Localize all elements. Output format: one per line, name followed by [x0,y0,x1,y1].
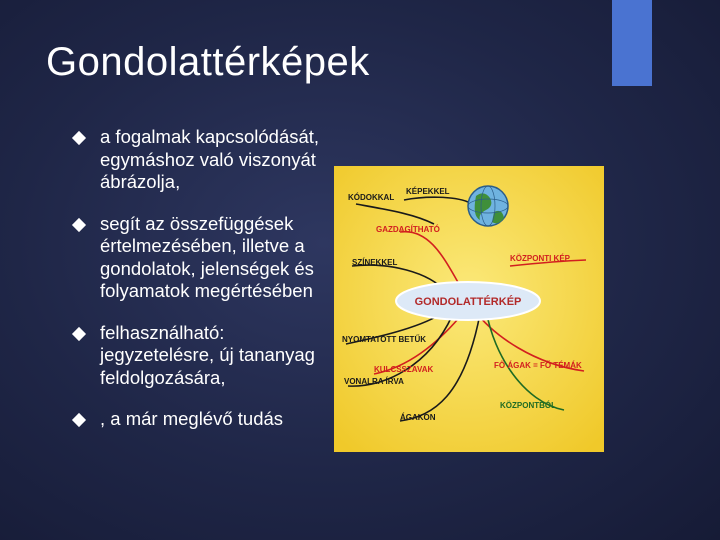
label-kodokkal: KÓDOKKAL [348,193,395,202]
mind-map-center-label: GONDOLATTÉRKÉP [414,296,522,308]
diamond-bullet-icon [72,413,86,427]
label-kepekkel: KÉPEKKEL [406,187,450,196]
label-gazdagithato: GAZDAGÍTHATÓ [376,225,440,234]
bullet-item [74,126,334,194]
bullet-item [74,322,334,390]
diamond-bullet-icon [72,217,86,231]
label-vonalra-irva: VONALRA ÍRVA [344,377,404,386]
bullet-list [74,126,334,450]
label-nyomtatott-betuk: NYOMTATOTT BETŰK [342,335,426,344]
bullet-item [74,213,334,303]
accent-bar [612,0,652,86]
bullet-text: a fogalmak kapcsolódását, egymáshoz való viszonyát ábrázolja, [100,126,320,192]
label-agakon: ÁGAKON [400,413,436,422]
bullet-text: segít az összefüggések értelmezésében, illetve a gondolatok, jelenségek és folyamatok megértésében [100,212,314,301]
label-kulcsszavak: KULCSSZAVAK [374,365,434,374]
mind-map-image [334,166,604,452]
bullet-item [74,408,334,431]
globe-icon [468,186,508,226]
label-kozponti-kep: KÖZPONTI KÉP [510,254,571,263]
label-szinekkel: SZÍNEKKEL [352,258,398,267]
slide-title: Gondolattérképek [46,40,370,84]
label-kozpontbol: KÖZPONTBÓL [500,401,556,410]
label-fo-agak: FŐ ÁGAK = FŐ TÉMÁK [494,361,582,370]
bullet-text: felhasználható: jegyzetelésre, új tananyag feldolgozására, [100,321,315,388]
bullet-text: , a már meglévő tudás [100,408,284,429]
diamond-bullet-icon [72,326,86,340]
diamond-bullet-icon [72,131,86,145]
